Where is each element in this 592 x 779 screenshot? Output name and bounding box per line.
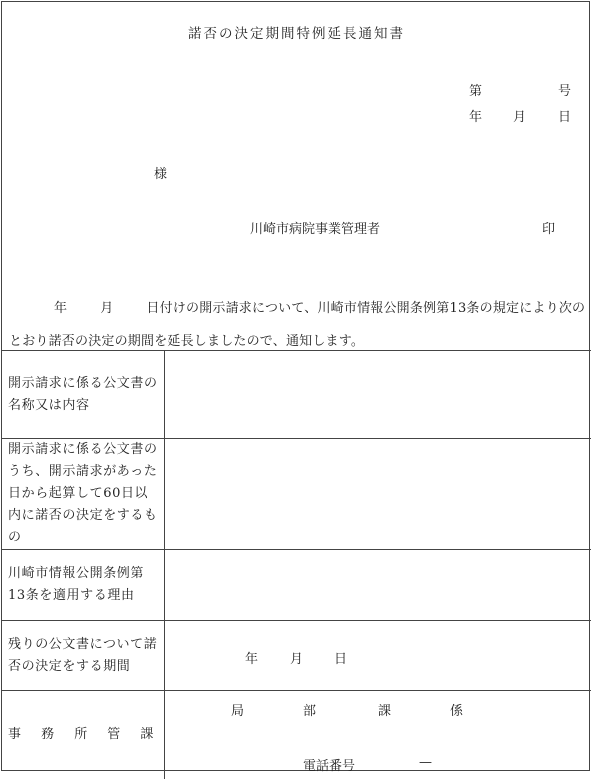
- table-row: [2, 691, 591, 779]
- office-value: [165, 691, 592, 779]
- table-row: [2, 550, 591, 621]
- office-subsection: 係: [450, 704, 464, 719]
- seal-mark: 印: [542, 222, 556, 237]
- office-bureau: 局: [231, 704, 245, 719]
- doc-number-prefix: 第: [469, 84, 483, 99]
- addressee-suffix: 様: [154, 167, 168, 182]
- date-month: 月: [513, 110, 527, 125]
- row-value: [165, 351, 592, 439]
- row-label: 残りの公文書について諾否の決定をする期間: [2, 621, 165, 691]
- body-year: 年: [54, 301, 68, 316]
- row-label: 川崎市情報公開条例第13条を適用する理由: [2, 550, 165, 621]
- row-label: 開示請求に係る公文書のうち、開示請求があった日から起算して60日以内に諾否の決定をするもの: [2, 439, 165, 550]
- table-row: [2, 621, 591, 691]
- office-label: 事 務 所 管 課: [8, 726, 154, 742]
- notice-document: [1, 1, 590, 774]
- period-value: [165, 621, 592, 691]
- phone-label: 電話番号: [303, 759, 356, 774]
- row-label: [2, 691, 165, 779]
- period-month: 月: [290, 652, 304, 667]
- phone-dash: —: [419, 755, 432, 770]
- doc-number-suffix: 号: [558, 84, 572, 99]
- period-year: 年: [245, 652, 259, 667]
- date-year: 年: [469, 110, 483, 125]
- table-row: [2, 351, 591, 439]
- date-day: 日: [558, 110, 572, 125]
- document-title: 諾否の決定期間特例延長通知書: [188, 26, 405, 42]
- notice-body: [9, 292, 587, 358]
- body-text: 日付けの開示請求について、川崎市情報公開条例第13条の規定により次のとおり諾否の決定の期間を延長しましたので、通知します。: [9, 301, 586, 349]
- table-row: [2, 439, 591, 550]
- row-label: 開示請求に係る公文書の名称又は内容: [2, 351, 165, 439]
- extension-table: [2, 350, 591, 779]
- body-month: 月: [100, 301, 114, 316]
- row-value: [165, 439, 592, 550]
- row-value: [165, 550, 592, 621]
- office-department: 部: [303, 704, 317, 719]
- issuer-name: 川崎市病院事業管理者: [250, 222, 381, 237]
- office-section: 課: [378, 704, 392, 719]
- period-day: 日: [334, 652, 348, 667]
